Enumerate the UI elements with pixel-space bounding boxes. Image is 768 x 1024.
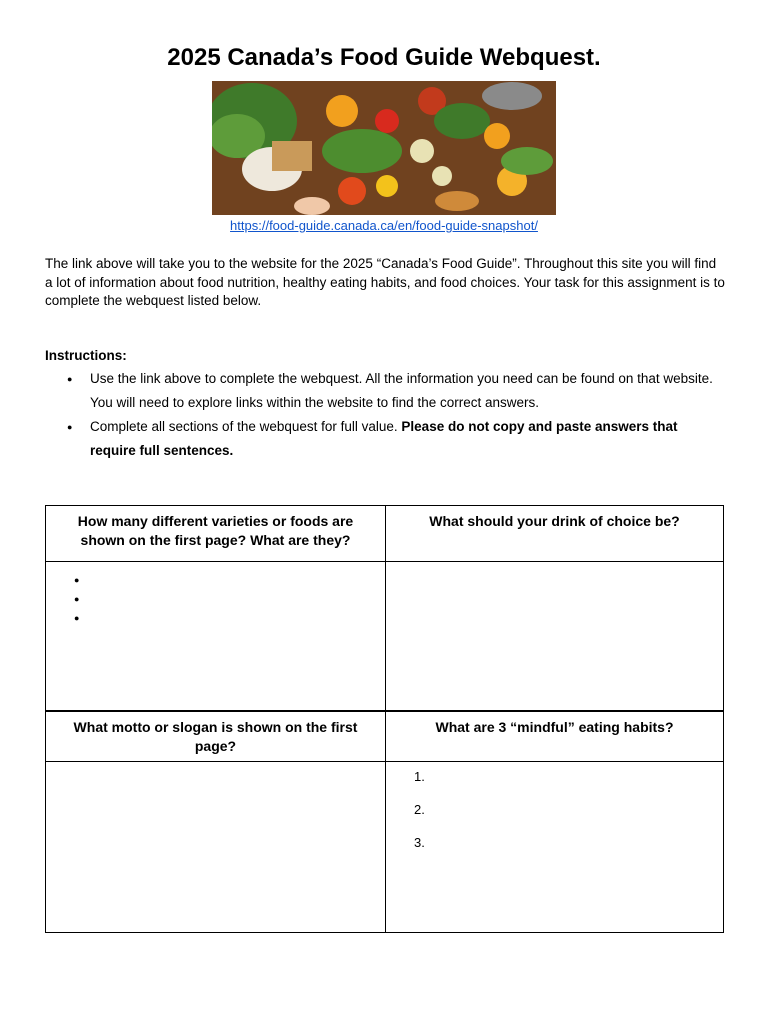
answer-drink-choice[interactable]: [386, 562, 723, 710]
list-item: 2.: [414, 802, 425, 817]
list-item: 3.: [414, 835, 425, 850]
answer-mindful-habits[interactable]: [386, 762, 723, 932]
food-guide-link[interactable]: https://food-guide.canada.ca/en/food-guide-snapshot/: [230, 218, 538, 233]
question-mindful-habits: What are 3 “mindful” eating habits?: [435, 719, 674, 735]
answer-motto[interactable]: [46, 762, 385, 932]
instructions-list: [45, 367, 725, 463]
webquest-table: [45, 505, 724, 933]
answer-number-list: [386, 762, 723, 867]
list-item: 1.: [414, 769, 425, 784]
question-food-varieties: How many different varieties or foods are shown on the first page? What are they?: [77, 513, 354, 548]
instruction-item: ● Use the link above to complete the webquest. All the information you need can be found on that website. You will need to explore links within the website to find the correct answers.: [45, 367, 725, 415]
answer-bullets: [46, 562, 385, 627]
question-motto: What motto or slogan is shown on the first page?: [73, 719, 358, 754]
instructions-heading: Instructions:: [45, 348, 127, 363]
document-title: 2025 Canada’s Food Guide Webquest.: [167, 44, 601, 71]
instruction-item: ● Complete all sections of the webquest for full value. Please do not copy and paste answers that require full sentences.: [45, 415, 725, 463]
answer-food-varieties[interactable]: [46, 562, 385, 710]
question-drink-choice: What should your drink of choice be?: [429, 513, 680, 529]
intro-paragraph: The link above will take you to the website for the 2025 “Canada’s Food Guide”. Throughout this site you will find a lot of information about food nutrition, healthy eating habits, and food choices. Your task for this assignment is to complete the webquest listed below.: [45, 256, 725, 308]
food-photo: [212, 81, 556, 215]
